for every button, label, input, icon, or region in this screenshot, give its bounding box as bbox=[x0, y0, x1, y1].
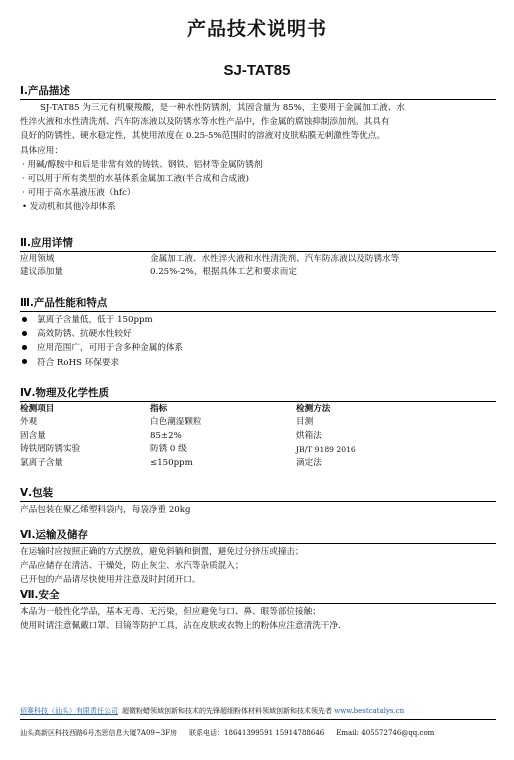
bullet-icon bbox=[22, 345, 27, 350]
row-value: 0.25%-2%，根据具体工艺和要求而定 bbox=[150, 267, 297, 278]
text-line: 已开包的产品请尽快使用并注意及时封闭开口。 bbox=[20, 575, 201, 586]
footer-contact-line bbox=[20, 728, 496, 738]
list-item: · 可以用于所有类型的水基体系金属加工液(半合成和合成液) bbox=[22, 174, 250, 185]
table-cell: 外观 bbox=[20, 417, 38, 428]
product-model: SJ-TAT85 bbox=[223, 62, 291, 79]
table-cell: 氯离子含量 bbox=[20, 457, 63, 468]
list-item: • 发动机和其他冷却体系 bbox=[22, 202, 116, 213]
column-header: 检测项目 bbox=[20, 404, 55, 414]
text-line: 在运输时应按照正确的方式摆放，避免斜躺和倒置，避免过分挤压或撞击； bbox=[20, 547, 304, 557]
section-transport bbox=[20, 528, 496, 588]
text-line: 使用时请注意佩戴口罩、目镜等防护工具，沾在皮肤或衣物上的粉体应注意清洗干净. bbox=[20, 621, 341, 632]
table-row bbox=[20, 253, 496, 266]
bullet-icon bbox=[22, 317, 27, 322]
table-cell: 白色潮湿颗粒 bbox=[150, 417, 202, 428]
company-name: 佰赛科技（汕头）有限责任公司 bbox=[20, 707, 118, 715]
list-item bbox=[20, 313, 496, 327]
company-slogan: 超微粉蜡领域创新和技术的先锋超细粉体材料领域创新和技术领先者 bbox=[122, 707, 332, 715]
section-heading: Ⅱ.应用详情 bbox=[20, 236, 496, 252]
table-cell: JB/T 9189 2016 bbox=[296, 445, 356, 455]
list-item bbox=[20, 341, 496, 355]
row-value: 金属加工液、水性淬火液和水性清洗剂、汽车防冻液以及防锈水等 bbox=[150, 254, 400, 264]
column-header: 检测方法 bbox=[296, 404, 331, 414]
bullet-icon bbox=[22, 331, 27, 336]
footer-brand-line bbox=[20, 706, 496, 720]
list-item bbox=[20, 327, 496, 341]
section-description bbox=[20, 84, 496, 215]
row-label: 建议添加量 bbox=[20, 267, 63, 278]
bullet-icon bbox=[22, 359, 27, 364]
website-link[interactable]: www.bestcatalys.cn bbox=[334, 707, 405, 715]
text-line: 产品应储存在清洁、干燥处，防止灰尘、水汽等杂质混入； bbox=[20, 561, 244, 572]
table-cell: 烘箱法 bbox=[296, 430, 322, 441]
contact-email: Email: 405572746@qq.com bbox=[336, 729, 435, 737]
packaging-text: 产品包装在聚乙烯塑料袋内，每袋净重 20kg bbox=[20, 505, 191, 515]
section-heading: Ⅴ.包装 bbox=[20, 486, 496, 502]
section-features bbox=[20, 296, 496, 370]
section-heading: Ⅶ.安全 bbox=[20, 588, 496, 604]
footer bbox=[20, 706, 496, 738]
section-application bbox=[20, 236, 496, 280]
table-row bbox=[20, 416, 496, 429]
contact-phone: 联系电话：18641399591 15914788646 bbox=[189, 729, 325, 737]
section-heading: Ⅳ.物理及化学性质 bbox=[20, 386, 496, 402]
list-item-text: 应用范围广，可用于含多种金属的体系 bbox=[37, 343, 184, 354]
list-item-text: 符合 RoHS 环保要求 bbox=[37, 357, 120, 368]
table-cell: 目测 bbox=[296, 417, 314, 428]
table-cell: 滴定法 bbox=[296, 457, 322, 468]
row-label: 应用领域 bbox=[20, 254, 55, 264]
text-line: 具体应用： bbox=[20, 145, 63, 156]
table-cell: 85±2% bbox=[150, 430, 182, 441]
section-heading: Ⅵ.运输及储存 bbox=[20, 528, 496, 544]
text-line: 良好的防锈性、硬水稳定性，其使用浓度在 0.25-5%范围时的溶液对皮肤粘膜无刺激性等优点。 bbox=[20, 131, 385, 142]
text-line: SJ-TAT85 为三元有机聚羧酸，是一种水性防锈剂，其固含量为 85%，主要用于金属加工液、水 bbox=[40, 103, 405, 113]
table-cell: 铸铁屑防锈实验 bbox=[20, 444, 81, 455]
section-heading: Ⅲ.产品性能和特点 bbox=[20, 296, 496, 312]
description-text bbox=[20, 101, 496, 158]
table-cell: 固含量 bbox=[20, 430, 46, 441]
use-list bbox=[20, 158, 496, 215]
list-item: · 可用于高水基液压液（hfc） bbox=[22, 188, 136, 199]
table-row bbox=[20, 457, 496, 470]
section-safety bbox=[20, 588, 496, 633]
table-row bbox=[20, 430, 496, 443]
table-row bbox=[20, 266, 496, 279]
table-row bbox=[20, 443, 496, 456]
list-item: · 用碱/醇胺中和后是非常有效的铸铁、钢铁、铝材等金属防锈剂 bbox=[22, 159, 263, 170]
column-header: 指标 bbox=[150, 404, 168, 414]
list-item-text: 高效防锈、抗硬水性较好 bbox=[37, 329, 132, 340]
table-header bbox=[20, 403, 496, 416]
table-cell: ≤150ppm bbox=[150, 457, 193, 468]
section-heading: Ⅰ.产品描述 bbox=[20, 84, 496, 100]
text-line: 本品为一般性化学品，基本无毒、无污染，但应避免与口、鼻、眼等部位接触； bbox=[20, 607, 321, 617]
table-cell: 防锈 0 级 bbox=[150, 444, 187, 455]
text-line: 性淬火液和水性清洗剂、汽车防冻液以及防锈水等水性产品中，作金属的腐蚀抑制添加剂。其具有 bbox=[20, 117, 390, 128]
list-item bbox=[20, 356, 496, 370]
section-packaging bbox=[20, 486, 496, 517]
list-item-text: 氯离子含量低，低于 150ppm bbox=[37, 315, 153, 325]
section-properties bbox=[20, 386, 496, 470]
company-address: 汕头高新区科技西路6号杰思信息大厦7A09~3F房 bbox=[20, 729, 178, 737]
document-title: 产品技术说明书 bbox=[186, 18, 327, 40]
